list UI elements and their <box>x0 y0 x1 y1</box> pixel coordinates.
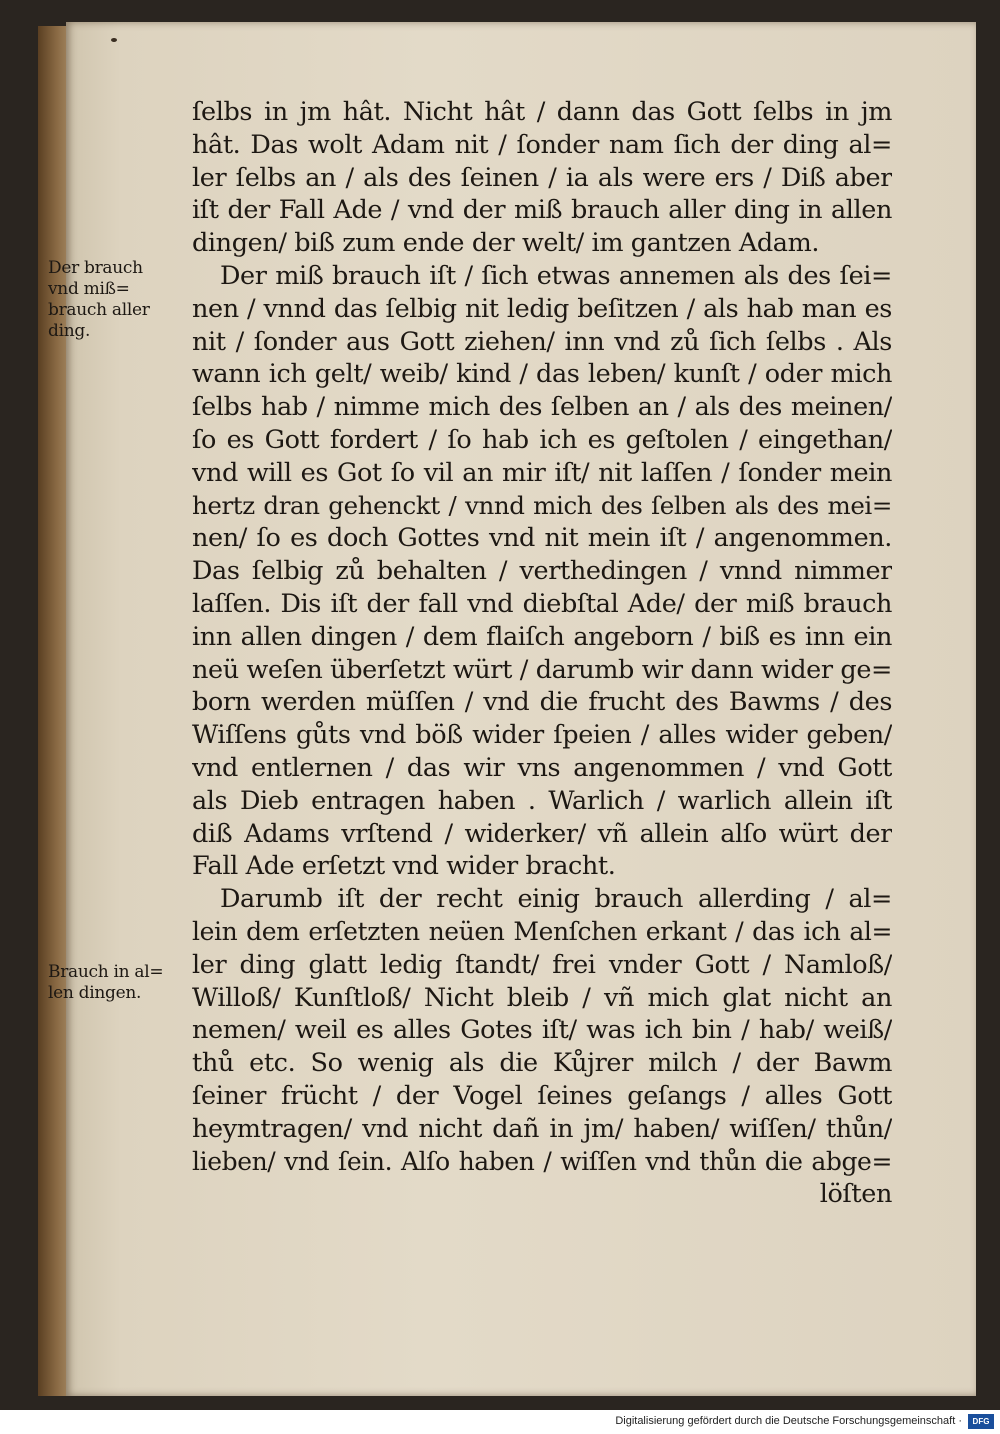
paragraph-start-line: Der miß brauch iſt / ſich etwas annemen als des ſei= <box>220 260 892 291</box>
marginal-note-2 <box>48 962 180 1004</box>
text-line: lein dem erſetzten neüen Menſchen erkant / das ich al= <box>192 916 892 946</box>
marginal-note-line: vnd miß= <box>48 279 130 299</box>
text-line: iſt der Fall Ade / vnd der miß brauch aller ding in allen <box>192 195 892 226</box>
text-line: ler ding glatt ledig ſtandt/ frei vnder Gott / Namloß/ <box>192 949 892 980</box>
text-line: dingen/ biß zum ende der welt/ im gantzen Adam. <box>192 228 820 259</box>
marginal-note-line: len dingen. <box>48 983 142 1003</box>
text-line: Fall Ade erſetzt vnd wider bracht. <box>192 851 616 882</box>
text-line: inn allen dingen / dem flaiſch angeborn / biß es inn ein <box>192 621 892 652</box>
text-line: thů etc. So wenig als die Kůjrer milch / der Bawm <box>192 1048 892 1079</box>
catchword: löſten <box>819 1179 892 1210</box>
text-line: diß Adams vrſtend / widerker/ vñ allein alſo würt der <box>192 818 892 849</box>
text-line: Willoß/ Kunſtloß/ Nicht bleib / vñ mich glat nicht an <box>192 982 892 1013</box>
body-text <box>192 96 892 1211</box>
text-line: nen / vnnd das ſelbig nit ledig beſitzen / als hab man es <box>192 293 892 324</box>
text-line: ſelbs in jm hât. Nicht hât / dann das Gott ſelbs in jm <box>192 97 892 127</box>
text-line: neü weſen überſetzt würt / darumb wir dann wider ge= <box>192 654 892 685</box>
marginal-note-line: brauch aller <box>48 300 150 320</box>
text-line: lieben/ vnd ſein. Alſo haben / wiſſen vnd thůn die abge= <box>192 1146 892 1176</box>
footer-bar <box>0 1410 1000 1434</box>
text-line: Das ſelbig zů behalten / verthedingen / vnnd nimmer <box>192 556 892 587</box>
text-line: nen/ ſo es doch Gottes vnd nit mein iſt / angenommen. <box>192 523 892 554</box>
marginal-note-line: Der brauch <box>48 258 143 278</box>
marginal-note-1 <box>48 258 180 342</box>
dfg-logo: DFG <box>968 1414 994 1429</box>
text-line: vnd will es Got ſo vil an mir iſt/ nit laſſen / ſonder mein <box>192 457 892 488</box>
text-line: ſo es Gott fordert / ſo hab ich es geſtolen / eingethan/ <box>192 424 892 455</box>
text-line: ſeiner frücht / der Vogel ſeines geſangs / alles Gott <box>192 1080 892 1111</box>
marginal-note-line: ding. <box>48 321 91 341</box>
text-line: ſelbs hab / nimme mich des ſelben an / als des meinen/ <box>192 392 892 423</box>
text-line: hertz dran gehenckt / vnnd mich des ſelben als des mei= <box>192 490 892 520</box>
funding-credit: Digitalisierung gefördert durch die Deutsche Forschungsgemeinschaft · <box>615 1415 962 1427</box>
text-line: heymtragen/ vnd nicht dañ in jm/ haben/ wiſſen/ thůn/ <box>192 1113 892 1144</box>
text-line: Wiſſens gůts vnd böß wider ſpeien / alles wider geben/ <box>192 720 892 751</box>
text-line: als Dieb entragen haben . Warlich / warlich allein iſt <box>192 785 892 816</box>
paragraph-start-line: Darumb iſt der recht einig brauch allerding / al= <box>220 884 892 915</box>
text-line: nemen/ weil es alles Gotes iſt/ was ich bin / hab/ weiß/ <box>192 1015 892 1046</box>
text-line: vnd entlernen / das wir vns angenommen / vnd Gott <box>192 752 892 783</box>
text-line: laſſen. Dis iſt der fall vnd diebſtal Ade/ der miß brauch <box>192 588 892 619</box>
text-line: born werden müſſen / vnd die frucht des Bawms / des <box>192 687 892 718</box>
text-line: wann ich gelt/ weib/ kind / das leben/ kunſt / oder mich <box>192 359 892 390</box>
text-line: ler ſelbs an / als des ſeinen / ia als were ers / Diß aber <box>192 162 892 193</box>
text-line: hât. Das wolt Adam nit / ſonder nam ſich der ding al= <box>192 129 892 160</box>
marginal-note-line: Brauch in al= <box>48 962 164 982</box>
text-line: nit / ſonder aus Gott ziehen/ inn vnd zů ſich ſelbs . Als <box>192 326 892 357</box>
ink-speck <box>111 38 117 42</box>
